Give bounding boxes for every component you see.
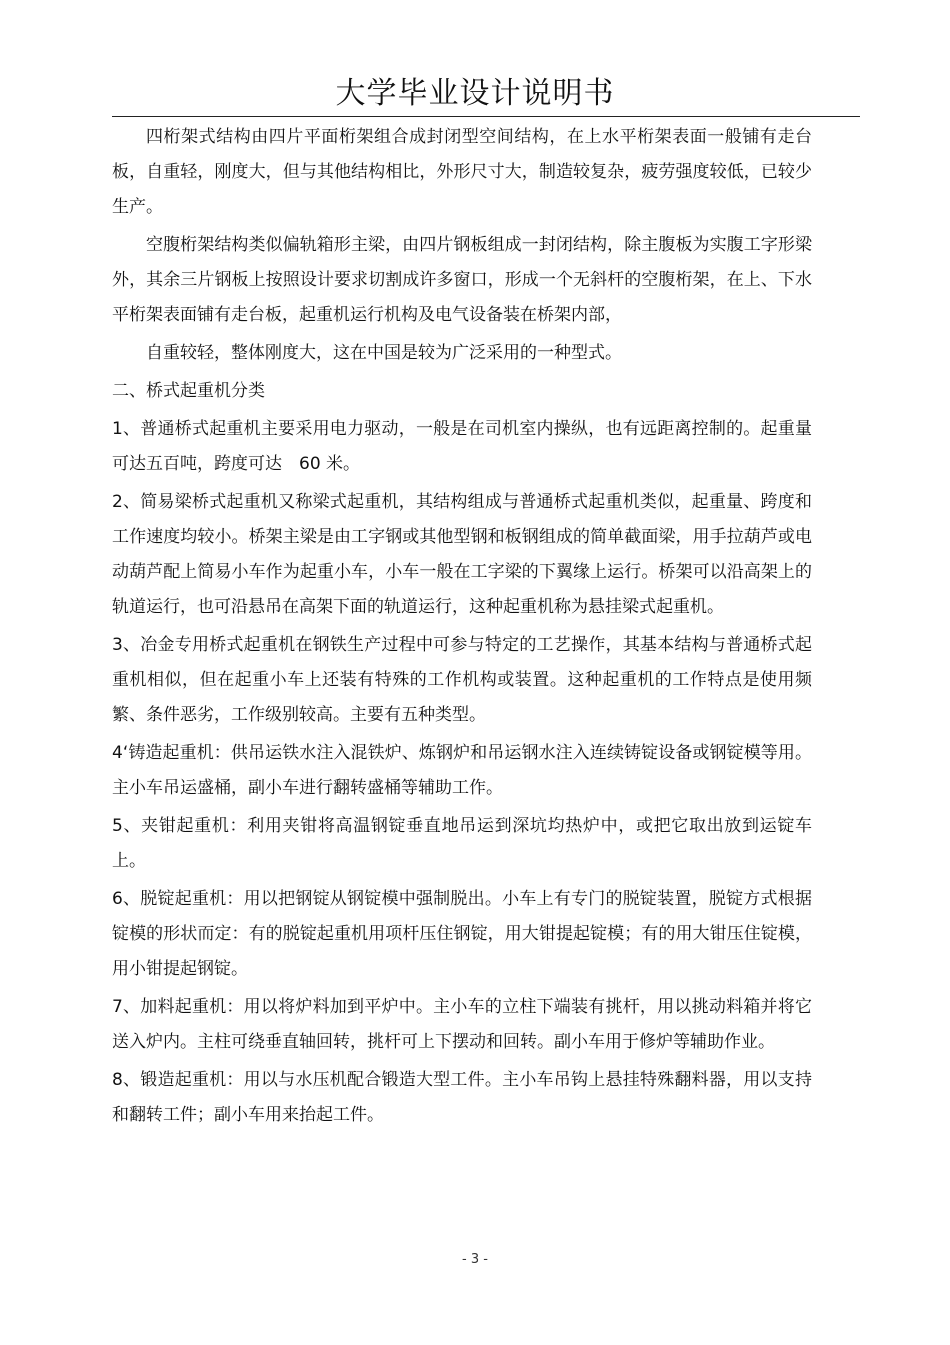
list-item-8: 8、锻造起重机：用以与水压机配合锻造大型工件。主小车吊钩上悬挂特殊翻料器，用以支持和翻转工件；副小车用来抬起工件。 (112, 1070, 812, 1125)
list-item-4: 4‘铸造起重机：供吊运铁水注入混铁炉、炼钢炉和吊运钢水注入连续铸锭设备或钢锭模等用。主小车吊运盛桶，副小车进行翻转盛桶等辅助工作。 (112, 743, 812, 798)
list-item-2: 2、简易梁桥式起重机又称梁式起重机，其结构组成与普通桥式起重机类似，起重量、跨度和工作速度均较小。桥架主梁是由工字钢或其他型钢和板钢组成的简单截面梁，用手拉葫芦或电动葫芦配上简易小车作为起重小车，小车一般在工字梁的下翼缘上运行。桥架可以沿高架上的轨道运行，也可沿悬吊在高架下面的轨道运行，这种起重机称为悬挂梁式起重机。 (112, 492, 812, 617)
paragraph-self-weight: 自重较轻，整体刚度大，这在中国是较为广泛采用的一种型式。 (146, 343, 622, 363)
list-item-6: 6、脱锭起重机：用以把钢锭从钢锭模中强制脱出。小车上有专门的脱锭装置，脱锭方式根据锭模的形状而定：有的脱锭起重机用项杆压住钢锭，用大钳提起锭模；有的用大钳压住锭模，用小钳提起钢锭。 (112, 889, 812, 979)
list-item-3: 3、冶金专用桥式起重机在钢铁生产过程中可参与特定的工艺操作，其基本结构与普通桥式起重机相似，但在起重小车上还装有特殊的工作机构或装置。这种起重机的工作特点是使用频繁、条件恶劣，工作级别较高。主要有五种类型。 (112, 635, 812, 725)
paragraph-open-web-truss: 空腹桁架结构类似偏轨箱形主梁，由四片钢板组成一封闭结构，除主腹板为实腹工字形梁外，其余三片钢板上按照设计要求切割成许多窗口，形成一个无斜杆的空腹桁架，在上、下水平桁架表面铺有走台板，起重机运行机构及电气设备装在桥架内部， (112, 235, 812, 325)
list-item-7: 7、加料起重机：用以将炉料加到平炉中。主小车的立柱下端装有挑杆，用以挑动料箱并将它送入炉内。主柱可绕垂直轴回转，挑杆可上下摆动和回转。副小车用于修炉等辅助作业。 (112, 997, 812, 1052)
title-divider (112, 116, 860, 117)
list-item-1: 1、普通桥式起重机主要采用电力驱动，一般是在司机室内操纵，也有远距离控制的。起重量可达五百吨，跨度可达 60 米。 (112, 419, 812, 474)
paragraph-four-truss-structure: 四桁架式结构由四片平面桁架组合成封闭型空间结构，在上水平桁架表面一般铺有走台板，自重轻，刚度大，但与其他结构相比，外形尺寸大，制造较复杂，疲劳强度较低，已较少生产。 (112, 127, 812, 217)
body-text (112, 120, 812, 1136)
list-item-5: 5、夹钳起重机：利用夹钳将高温钢锭垂直地吊运到深坑均热炉中，或把它取出放到运锭车上。 (112, 816, 812, 871)
section-heading-classification: 二、桥式起重机分类 (112, 381, 265, 401)
page-title: 大学毕业设计说明书 (335, 76, 615, 111)
page-number: - 3 - (462, 1252, 488, 1267)
